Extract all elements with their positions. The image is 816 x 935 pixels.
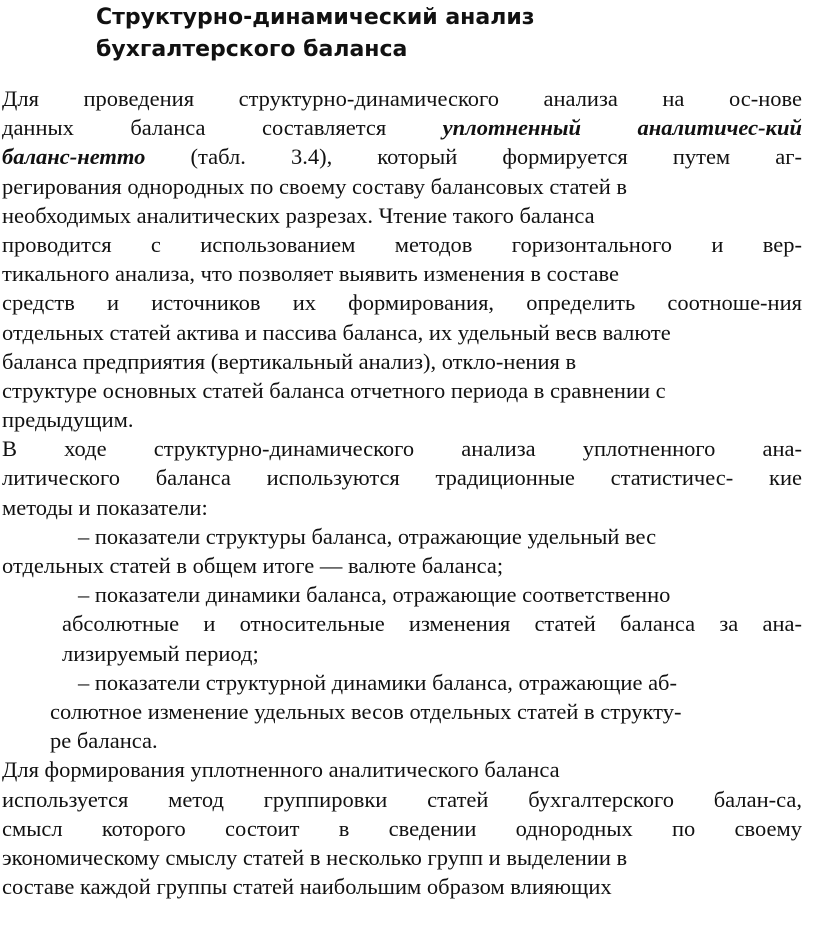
text-fragment: (табл. 3.4), который формируется путем аг- [145, 144, 802, 170]
text-line: лизируемый период; [62, 640, 259, 666]
document-body [2, 84, 802, 901]
text-line: проводится с использованием методов горизонтального и вер- [2, 231, 802, 257]
text-line: средств и источников их формирования, определить соотноше-ния [2, 290, 802, 316]
text-line: необходимых аналитических разрезах. Чтение такого баланса [2, 202, 595, 228]
text-line: солютное изменение удельных весов отдельных статей в структу- [50, 698, 682, 724]
paragraph-grouping [2, 755, 802, 901]
text-fragment: данных баланса составляется [2, 115, 443, 141]
emphasized-term: уплотненный аналитичес-кий [442, 115, 802, 141]
text-line: – показатели динамики баланса, отражающие соответственно [78, 582, 671, 608]
list-item [2, 668, 802, 756]
heading-line-1: Структурно-динамический анализ [96, 5, 535, 30]
text-line: отдельных статей в общем итоге — валюте баланса; [2, 553, 504, 578]
text-line: структуре основных статей баланса отчетного периода в сравнении с [2, 377, 666, 403]
text-line: регирования однородных по своему составу балансовых статей в [2, 173, 628, 199]
text-line: абсолютные и относительные изменения статей баланса за ана- [62, 611, 802, 637]
text-line: экономическому смыслу статей в несколько групп и выделении в [2, 844, 628, 870]
text-line: – показатели структуры баланса, отражающие удельный вес [78, 523, 657, 549]
text-line: составе каждой группы статей наибольшим образом влияющих [2, 874, 612, 900]
emphasized-term: баланс-нетто [2, 144, 146, 170]
text-line: тикального анализа, что позволяет выявить изменения в составе [2, 261, 619, 287]
text-line [2, 142, 802, 171]
text-line: баланса предприятия (вертикальный анализ), откло-нения в [2, 348, 577, 374]
paragraph-methods [2, 434, 802, 522]
text-line: Для формирования уплотненного аналитического баланса [2, 757, 560, 783]
text-line: ре баланса. [50, 728, 158, 754]
text-line: смысл которого состоит в сведении однородных по своему [2, 815, 802, 841]
list-item [2, 522, 802, 580]
text-line: методы и показатели: [2, 494, 208, 520]
heading-line-2: бухгалтерского баланса [96, 37, 408, 62]
text-line: Для проведения структурно-динамического анализа на ос-нове [2, 86, 802, 111]
list-item [2, 580, 802, 668]
indicator-list [2, 522, 802, 756]
text-line: предыдущим. [2, 407, 134, 433]
document-heading [96, 2, 535, 66]
text-line [2, 113, 802, 142]
text-line: В ходе структурно-динамического анализа уплотненного ана- [2, 436, 802, 462]
text-line: литического баланса используются традиционные статистичес- кие [2, 465, 802, 491]
text-line: отдельных статей актива и пассива баланса, их удельный весв валюте [2, 319, 671, 345]
text-line: используется метод группировки статей бухгалтерского балан-са, [2, 786, 802, 812]
paragraph-intro [2, 84, 802, 434]
text-line: – показатели структурной динамики баланса, отражающие аб- [78, 669, 677, 695]
